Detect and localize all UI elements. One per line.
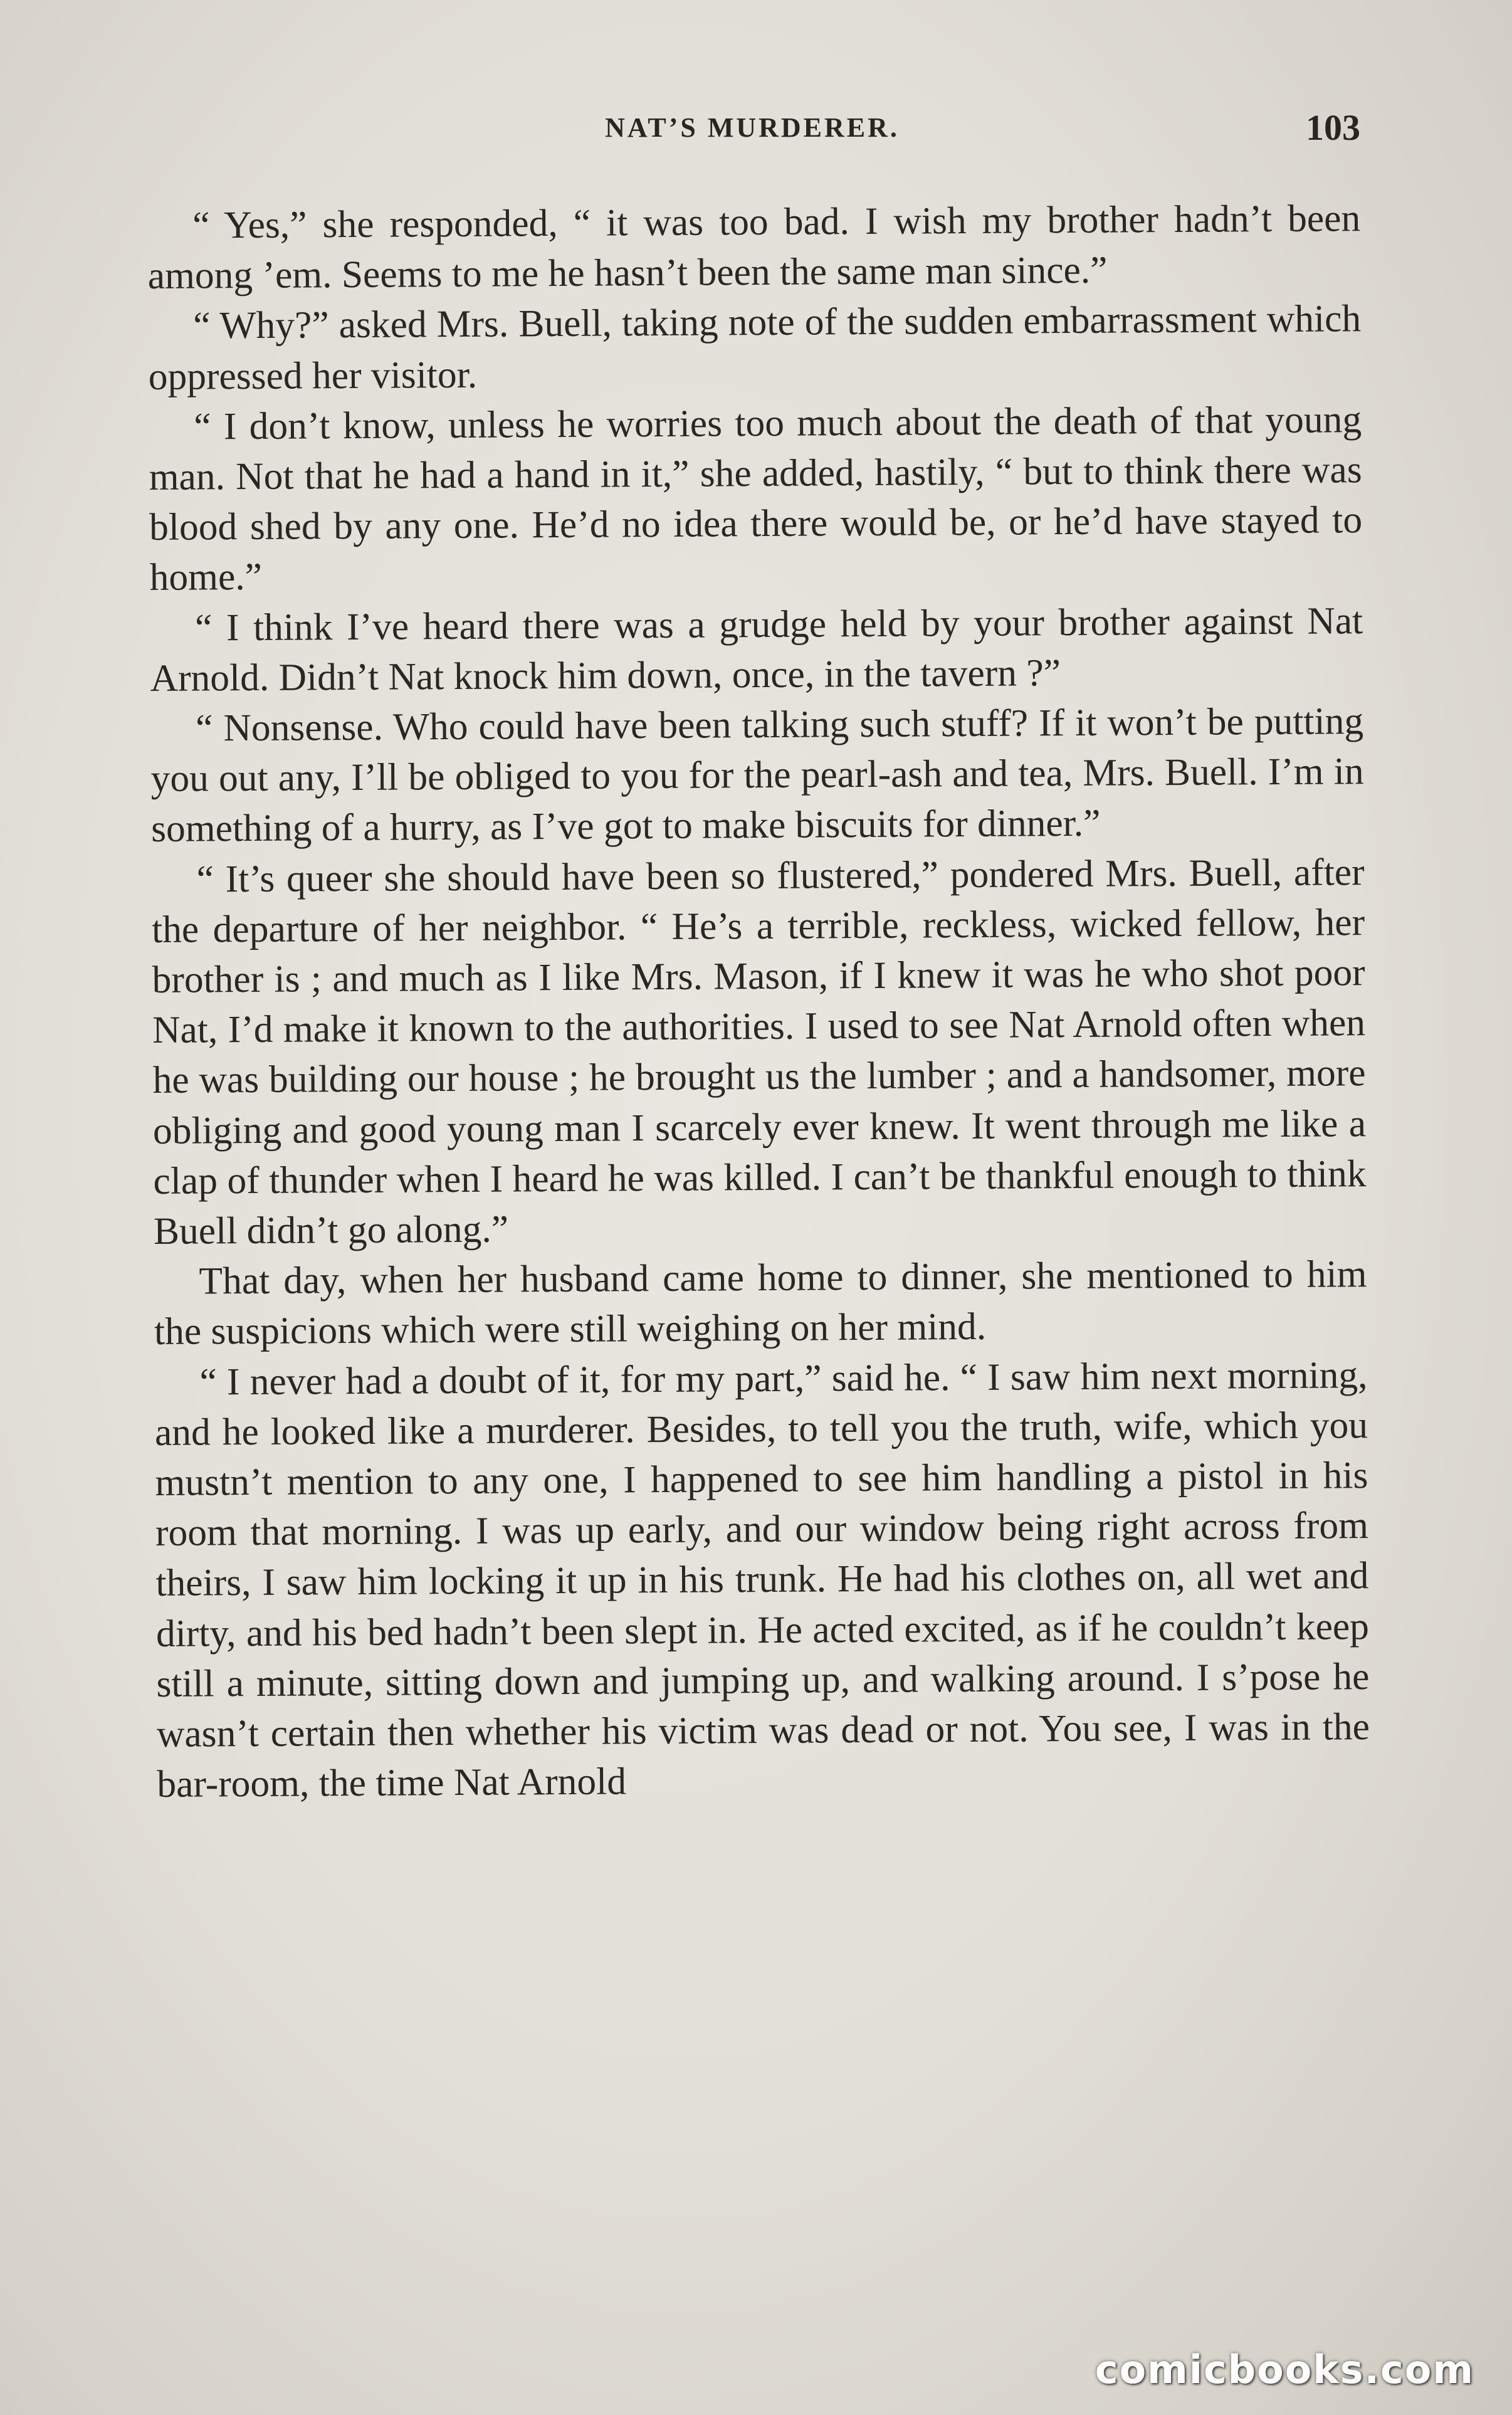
paragraph: “ I don’t know, unless he worries too much about the death of that young man. Not that he had a hand in it,” she added, hastily, “ but to think there was blood shed by any one. He’d no idea there would be, or he’d have stayed to home.” [149,397,1363,599]
paragraph: “ I never had a doubt of it, for my part,” said he. “ I saw him next morning, and he looked like a murderer. Besides, to tell you the truth, wife, which you mustn’t mention to any one, I happened to see him handling a pistol in his room that morning. I was up early, and our window being right across from theirs, I saw him locking it up in his trunk. He had his clothes on, all wet and dirty, and his bed hadn’t been slept in. He acted excited, as if he couldn’t keep still a minute, sitting down and jumping up, and walking around. I s’pose he wasn’t certain then whether his victim was dead or not. You see, I was in the bar-room, the time Nat Arnold [154,1353,1370,1806]
paragraph: “ Why?” asked Mrs. Buell, taking note of the sudden embarrassment which oppressed her visitor. [148,297,1362,398]
page-number: 103 [1306,107,1360,148]
paragraph: “ It’s queer she should have been so flustered,” pondered Mrs. Buell, after the departure of her neighbor. “ He’s a terrible, reckless, wicked fellow, her brother is ; and much as I like Mrs. Mason, if I knew it was he who shot poor Nat, I’d make it known to the authorities. I used to see Nat Arnold often when he was building our house ; he brought us the lumber ; and a handsomer, more obliging and good young man I scarcely ever knew. It went through me like a clap of thunder when I heard he was killed. I can’t be thankful enough to think Buell didn’t go along.” [151,850,1367,1253]
paragraph: That day, when her husband came home to dinner, she mentioned to him the suspicions which were still weighing on her mind. [154,1253,1367,1354]
watermark: comicbooks.com [1095,2347,1474,2392]
chapter-title: NAT’S MURDERER. [605,112,900,143]
paragraph: “ I think I’ve heard there was a grudge held by your brother against Nat Arnold. Didn’t Nat knock him down, once, in the tavern ?” [150,599,1363,700]
paragraph: “ Nonsense. Who could have been talking such stuff? If it won’t be putting you out any, I’ll be obliged to you for the pearl-ash and tea, Mrs. Buell. I’m in something of a hurry, as I’ve got to make biscuits for dinner.” [150,700,1364,851]
paragraph: “ Yes,” she responded, “ it was too bad. I wish my brother hadn’t been among ’em. Seems to me he hasn’t been the same man since.” [147,197,1361,298]
running-header [144,107,1360,168]
body-text [147,193,1373,2257]
